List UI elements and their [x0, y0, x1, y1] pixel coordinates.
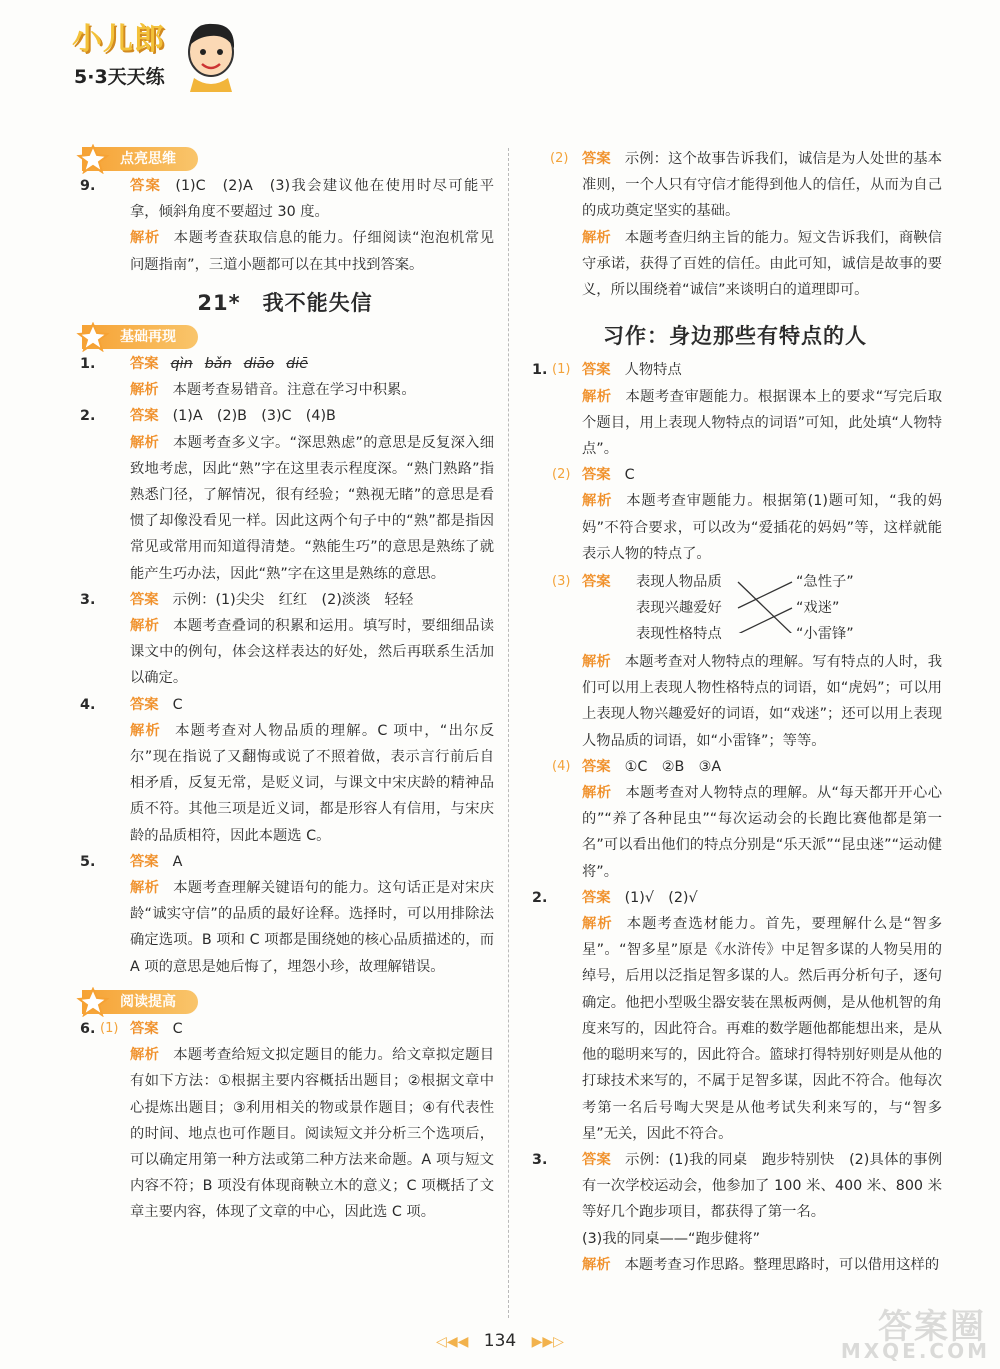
analysis-text: 解析 本题考查获取信息的能力。仔细阅读“泡泡机常见问题指南”，三道小题都可以在其中找到答案。 [130, 230, 495, 273]
section-ribbon-dianliang [82, 147, 198, 171]
question-1: 1. 答案 qìn bǎn diāo diē 解析 本题考查易错音。注意在学习中积累。 [76, 351, 494, 403]
analysis-label: 解析 [130, 230, 160, 247]
star-icon [76, 987, 110, 1017]
next-arrows-icon: ▶▶▷ [531, 1334, 564, 1350]
writing-question-1: 1. (1) 答案 人物特点 解析 本题考查审题能力。根据课本上的要求“写完后取个题目，用上表现人物特点的词语”可知，此处填“人物特点”。 [532, 362, 943, 458]
matching-diagram: 答案 表现人物品质 表现兴趣爱好 表现性格特点 “急性子” “戏迷” “小雷锋” [582, 569, 942, 647]
section-ribbon-yuedu [82, 990, 198, 1014]
ribbon-label: 点亮思维 [120, 151, 176, 167]
question-3: 3. 答案 示例：(1)尖尖 红红 (2)淡淡 轻轻 解析 本题考查叠词的积累和运用。填写时，要细细品读课文中的例句，体会这样表达的好处，然后再联系生活加以确定。 [80, 591, 495, 687]
question-6-2: (2) 答案 示例：这个故事告诉我们，诚信是为人处世的基本准则，一个人只有守信才能得到他人的信任，从而为自己的成功奠定坚实的基础。 解析 本题考查归纳主旨的能力。短文告诉我们，商鞅信守承诺，获得了百姓的信任。由此可知，诚信是故事的要义，所以围绕着“诚信”来谈明白的道理即可。 [550, 151, 942, 299]
section-title: 习作：身边那些有特点的人 [603, 324, 867, 349]
left-column [76, 146, 494, 1226]
question-number: 9. [80, 178, 96, 194]
writing-question-1-4: (4) 答案 ①C ②B ③A 解析 本题考查对人物特点的理解。从“每天都开开心心的”“养了各种昆虫”“每次运动会的长跑比赛他都是第一名”可以看出他们的特点分别是“乐天派”“昆虫迷”“运动健将”。 [552, 758, 943, 880]
match-right-1: “急性子” [796, 574, 854, 591]
pinyin-answer: 答案 qìn bǎn diāo diē [130, 356, 309, 373]
prev-arrows-icon: ◁◀◀ [436, 1334, 469, 1350]
star-icon [76, 322, 110, 352]
brand-name: 小儿郎 [72, 22, 165, 57]
answer-text: 答案 (1)C (2)A (3)我会建议他在使用时尽可能平拿，倾斜角度不要超过 30 度。 [130, 178, 494, 221]
match-left-3: 表现性格特点 [636, 626, 722, 643]
cartoon-boy-icon [180, 18, 242, 92]
ribbon-label: 基础再现 [120, 329, 176, 346]
page-number: 134 [483, 1331, 517, 1351]
question-2: 2. 答案 (1)A (2)B (3)C (4)B 解析 本题考查多义字。“深思熟虑”的意思是反复深入细致地考虑，因此“熟”字在这里表示程度深。“熟门熟路”指熟悉门径，了解情况，很有经验；“熟视无睹”的意思是看惯了却像没看见一样。因此这两个句子中的“熟”都是指因常见或常用而知道得清楚。“熟能生巧”的意思是熟练了就能产生巧办法，因此“熟”字在这里是熟练的意思。 [80, 408, 495, 582]
brand-logo [72, 14, 247, 98]
match-lines [736, 573, 794, 633]
match-left-1: 表现人物品质 [636, 574, 722, 591]
right-column [528, 146, 957, 1278]
match-left-2: 表现兴趣爱好 [636, 600, 722, 617]
match-right-2: “戏迷” [796, 600, 840, 617]
lesson-title: 21* 我不能失信 [197, 290, 373, 315]
question-6: 6. (1) 答案 C 解析 本题考查给短文拟定题目的能力。给文章拟定题目有如下方法：①根据主要内容概括出题目；②根据文章中心提炼出题目；③利用相关的物或景作题目；④有代表性的时间、地点也可作题目。阅读短文并分析三个选项后，可以确定用第一种方法或第二种方法来命题。A 项与短文内容不符；B 项没有体现商鞅立木的意义；C 项概括了文章主要内容，体现了文章的中心，因此选 C 项。 [80, 1020, 495, 1221]
writing-question-2: 2. 答案 (1)√ (2)√ 解析 本题考查选材能力。首先，要理解什么是“智多星”。“智多星”原是《水浒传》中足智多谋的人物吴用的绰号，后用以泛指足智多谋的人。然后再分析句子，逐句确定。他把小型吸尘器安装在黑板两侧，是从他机智的角度来写的，因此符合。再难的数学题他都能想出来，是从他的聪明来写的，因此符合。篮球打得特别好则是从他的打球技术来写的，不属于足智多谋，因此不符合。他每次考第一名后号啕大哭是从他考试失利来写的，与“智多星”无关，因此不符合。 [532, 889, 942, 1142]
star-icon [76, 144, 110, 174]
match-right-3: “小雷锋” [796, 626, 854, 643]
question-9 [76, 173, 494, 278]
writing-question-3: 3. 答案 示例：(1)我的同桌 跑步特别快 (2)具体的事例 有一次学校运动会，他参加了 100 米、400 米、800 米等好几个跑步项目，都获得了第一名。 (3)我的同桌——“跑步健将” 解析 本题考查习作思路。整理思路时，可以借用这样的 [532, 1151, 957, 1273]
question-5: 5. 答案 A 解析 本题考查理解关键语句的能力。这句话正是对宋庆龄“诚实守信”的品质的最好诠释。选择时，可以用排除法确定选项。B 项和 C 项都是围绕她的核心品质描述的，而 A 项的意思是她后悔了，埋怨小珍，故理解错误。 [80, 853, 495, 975]
writing-question-1-3: (3) 答案 表现人物品质 表现兴趣爱好 表现性格特点 “急性子” “戏迷” “小雷锋” 解析 本题考查对人物特点的理解。写有特点的人时，我们可以用上表现人物性格特点的词语，如“虎妈”；可以用上表现人物兴趣爱好的词语，如“戏迷”；还可以用上表现人物品质的词语，如“小雷锋”；等等。 [528, 569, 942, 754]
series-name: 5·3天天练 [74, 66, 165, 88]
ribbon-label: 阅读提高 [120, 993, 176, 1010]
question-4: 4. 答案 C 解析 本题考查对人物品质的理解。C 项中，“出尔反尔”现在指说了又翻悔或说了不照着做，表示言行前后自相矛盾，反复无常，是贬义词，与课文中宋庆龄的精神品质不符。其他三项是近义词，都是形容人有信用，与宋庆龄的品质相符，因此本题选 C。 [80, 696, 494, 844]
answer-label: 答案 [130, 178, 162, 194]
section-ribbon-jichu [82, 325, 198, 349]
column-divider [508, 148, 509, 1318]
writing-question-1-2: (2) 答案 C 解析 本题考查审题能力。根据第(1)题可知，“我的妈妈”不符合要求，可以改为“爱插花的妈妈”等，这样就能表示人物的特点了。 [552, 467, 942, 562]
watermark: 答案圈 MXQE.COM [840, 1307, 990, 1363]
